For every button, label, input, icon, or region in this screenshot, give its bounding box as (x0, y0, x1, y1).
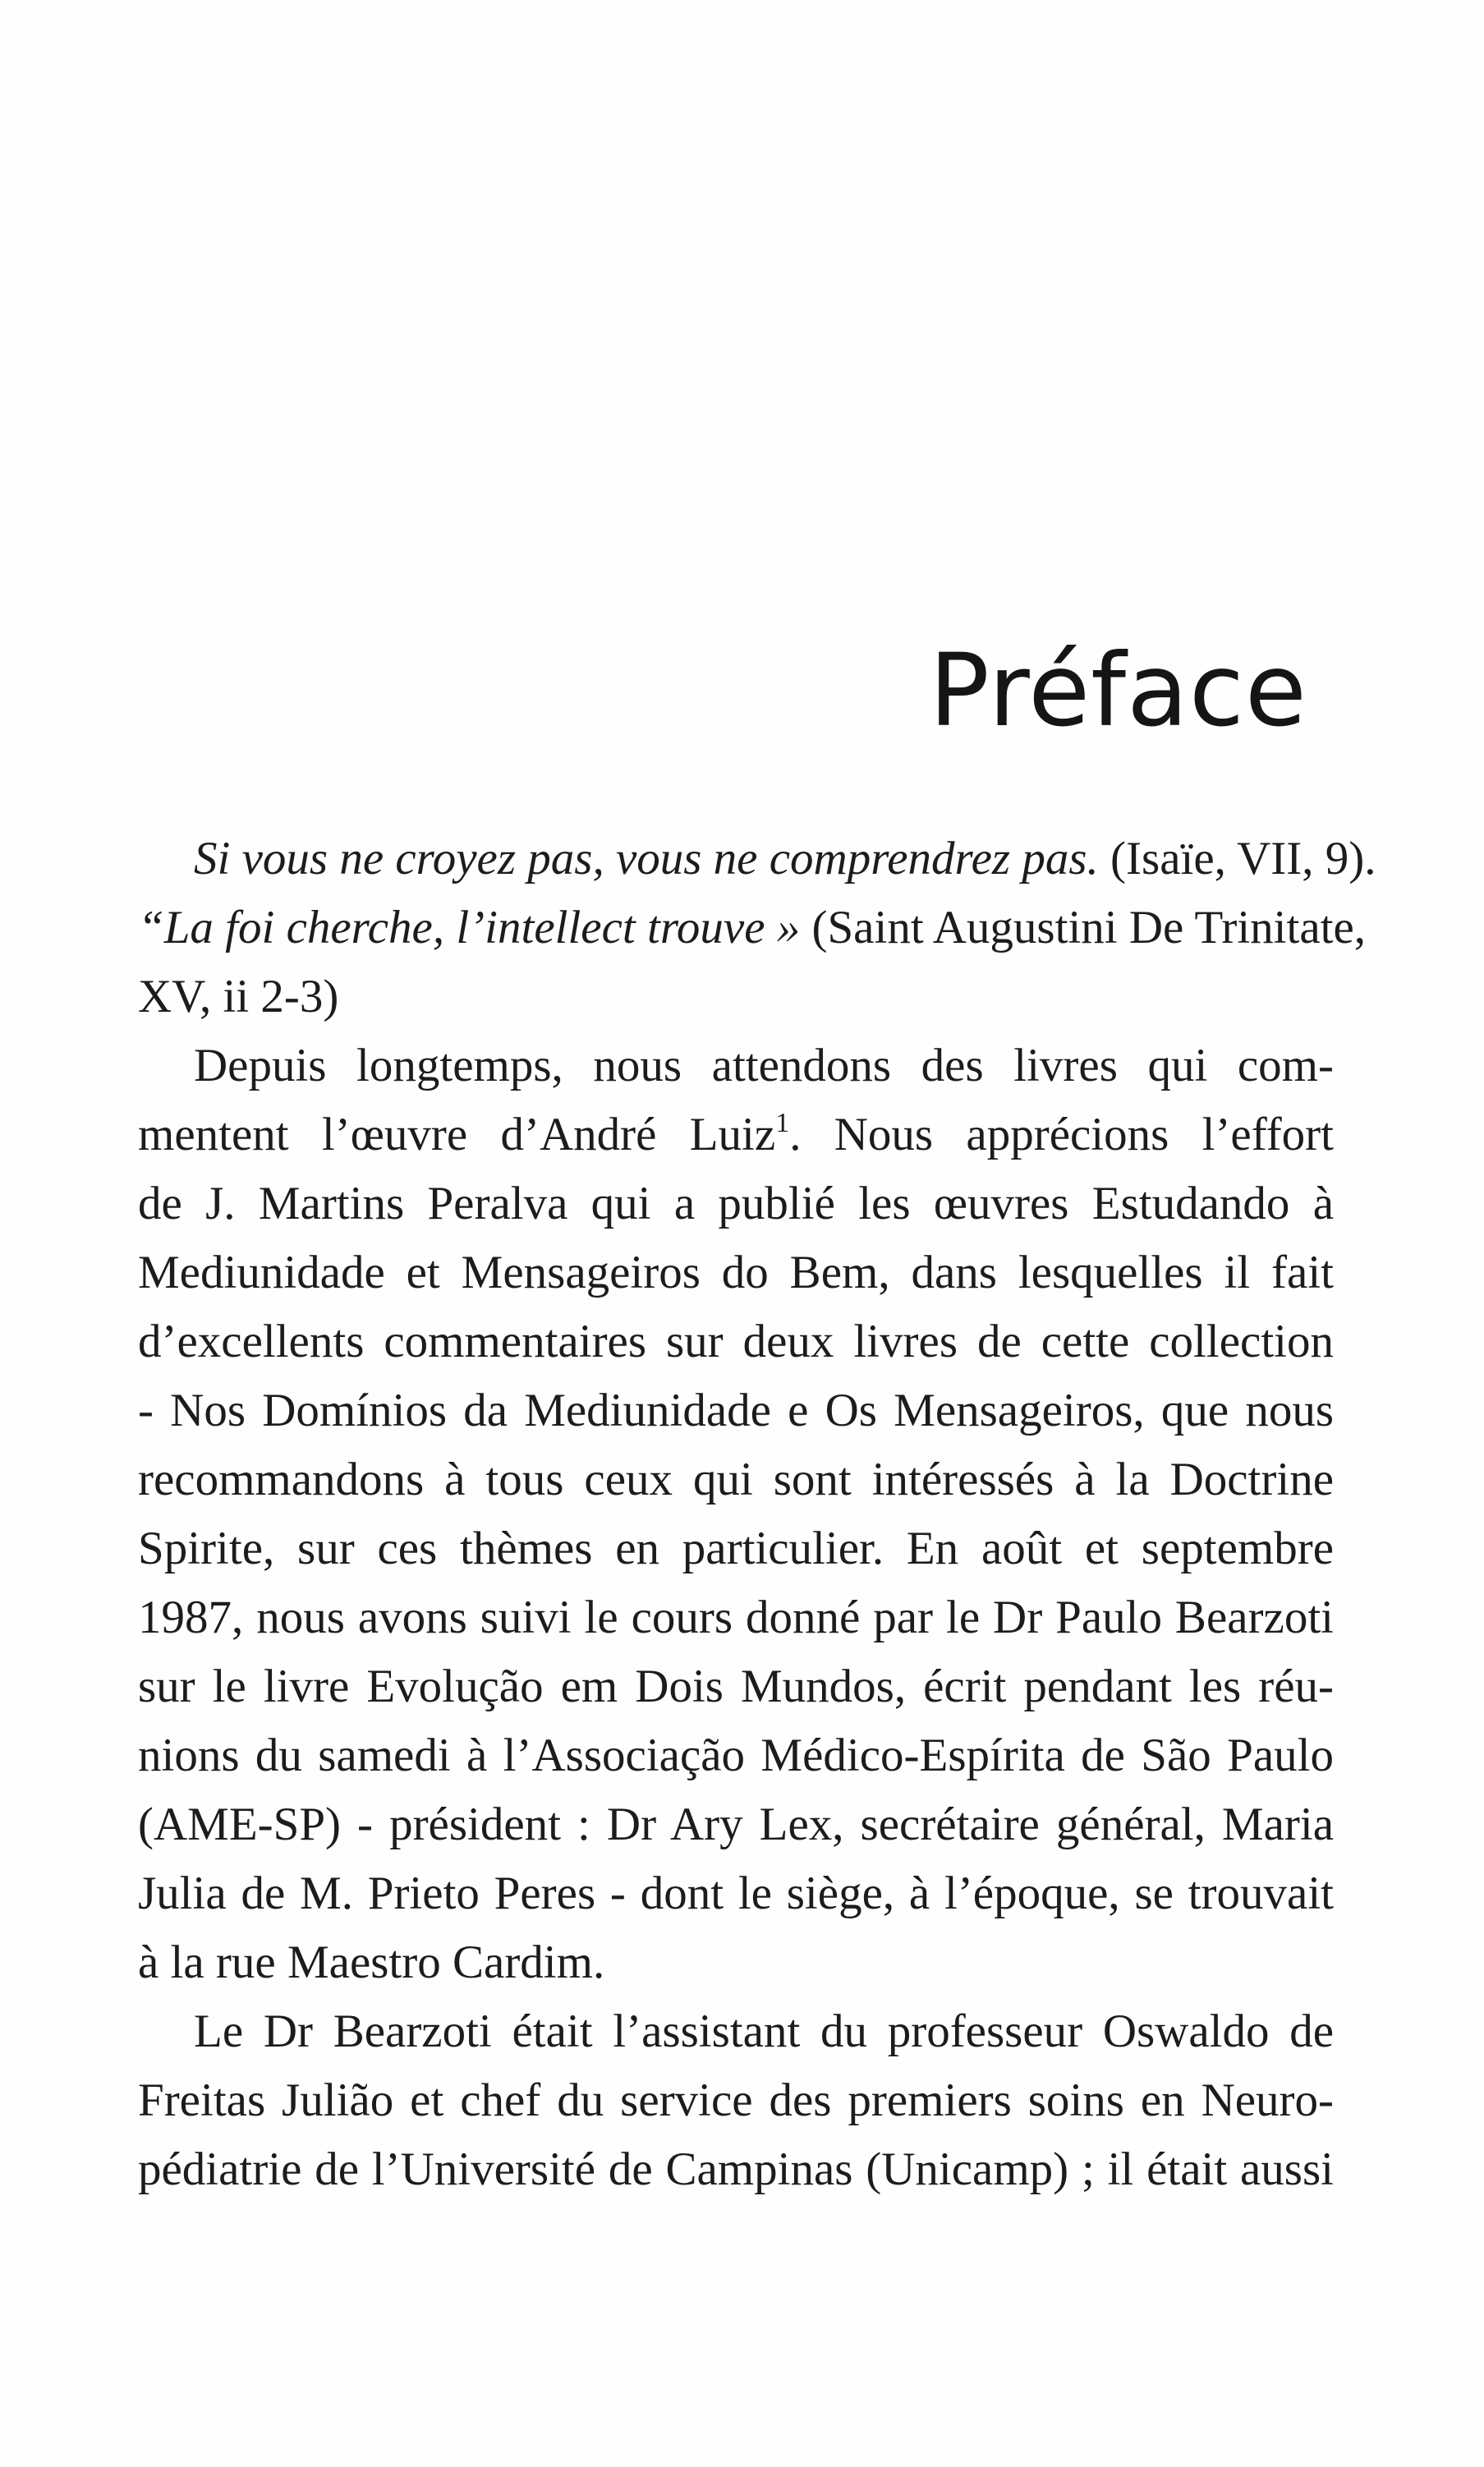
text-line: Spirite, sur ces thèmes en particulier. En août et septembre (138, 1523, 1334, 1574)
epigraph-quote-2: “La foi cherche, l’intellect trouve » (138, 902, 801, 953)
text-line: Freitas Julião et chef du service des premiers soins en Neuro- (138, 2074, 1334, 2126)
text-line (138, 1100, 1334, 1169)
epigraph-line-2 (138, 894, 1367, 962)
epigraph-citation-1: (Isaïe, VII, 9). (1098, 833, 1376, 884)
text-line: sur le livre Evolução em Dois Mundos, écrit pendant les réu- (138, 1661, 1334, 1712)
epigraph-quote-1: Si vous ne croyez pas, vous ne comprendrez pas. (194, 833, 1099, 884)
text-line: pédiatrie de l’Université de Campinas (Unicamp) ; il était aussi (138, 2143, 1334, 2195)
text-line: Mediunidade et Mensageiros do Bem, dans lesquelles il fait (138, 1247, 1334, 1298)
text-line: recommandons à tous ceux qui sont intéressés à la Doctrine (138, 1454, 1334, 1505)
body-text (138, 825, 1376, 2204)
text-line: - Nos Domínios da Mediunidade e Os Mensageiros, que nous (138, 1385, 1334, 1436)
epigraph-line-3: XV, ii 2-3) (138, 971, 339, 1022)
epigraph-line-1 (138, 825, 1376, 894)
paragraph-2 (138, 1997, 1334, 2204)
text-line: d’excellents commentaires sur deux livres de cette collection (138, 1316, 1334, 1367)
epigraph (138, 825, 1376, 1031)
paragraph-1 (138, 1031, 1334, 1997)
text-line: Le Dr Bearzoti était l’assistant du professeur Oswaldo de (194, 2005, 1334, 2057)
text-segment: . Nous apprécions l’effort (789, 1109, 1334, 1160)
epigraph-citation-2: (Saint Augustini De Trinitate, (800, 902, 1367, 953)
chapter-title: Préface (929, 632, 1307, 749)
text-line: à la rue Maestro Cardim. (138, 1936, 605, 1988)
text-line: 1987, nous avons suivi le cours donné par le Dr Paulo Bearzoti (138, 1592, 1334, 1643)
text-segment: mentent l’œuvre d’André Luiz (138, 1109, 776, 1160)
footnote-marker[interactable]: 1 (775, 1108, 790, 1138)
text-line: Julia de M. Prieto Peres - dont le siège, à l’époque, se trouvait (138, 1867, 1334, 1919)
text-line: de J. Martins Peralva qui a publié les œuvres Estudando à (138, 1178, 1334, 1229)
text-line: nions du samedi à l’Associação Médico-Espírita de São Paulo (138, 1730, 1334, 1781)
text-line: Depuis longtemps, nous attendons des livres qui com- (194, 1040, 1334, 1091)
text-line: (AME-SP) - président : Dr Ary Lex, secrétaire général, Maria (138, 1799, 1334, 1850)
